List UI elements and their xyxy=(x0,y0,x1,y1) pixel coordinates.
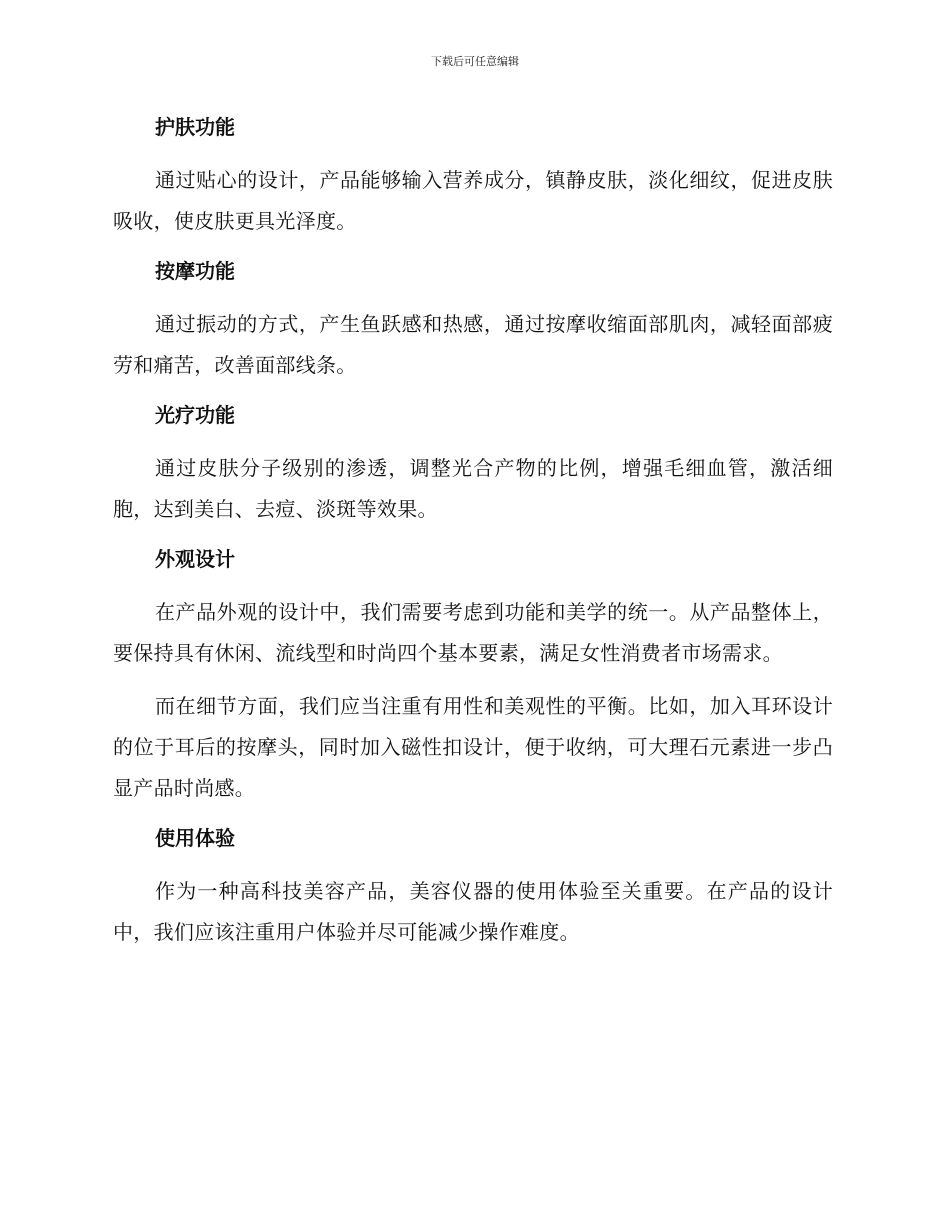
section-heading-appearance: 外观设计 xyxy=(155,547,235,571)
paragraph-skincare: 通过贴心的设计，产品能够输入营养成分，镇静皮肤，淡化细纹，促进皮肤吸收，使皮肤更具光泽度。 xyxy=(113,168,833,233)
paragraph-appearance-1: 在产品外观的设计中，我们需要考虑到功能和美学的统一。从产品整体上，要保持具有休闲、流线型和时尚四个基本要素，满足女性消费者市场需求。 xyxy=(113,600,833,665)
section-heading-phototherapy: 光疗功能 xyxy=(155,403,235,427)
section-heading-experience: 使用体验 xyxy=(155,826,235,850)
section-heading-skincare: 护肤功能 xyxy=(155,115,235,139)
paragraph-phototherapy: 通过皮肤分子级别的渗透，调整光合产物的比例，增强毛细血管，激活细胞，达到美白、去痘、淡斑等效果。 xyxy=(113,456,833,521)
paragraph-appearance-2: 而在细节方面，我们应当注重有用性和美观性的平衡。比如，加入耳环设计的位于耳后的按摩头，同时加入磁性扣设计，便于收纳，可大理石元素进一步凸显产品时尚感。 xyxy=(113,694,833,800)
section-heading-massage: 按摩功能 xyxy=(155,259,235,283)
paragraph-experience: 作为一种高科技美容产品，美容仪器的使用体验至关重要。在产品的设计中，我们应该注重用户体验并尽可能减少操作难度。 xyxy=(113,879,833,944)
document-body xyxy=(113,110,833,953)
paragraph-massage: 通过振动的方式，产生鱼跃感和热感，通过按摩收缩面部肌肉，减轻面部疲劳和痛苦，改善面部线条。 xyxy=(113,312,833,377)
page-header: 下载后可任意编辑 xyxy=(431,55,519,68)
